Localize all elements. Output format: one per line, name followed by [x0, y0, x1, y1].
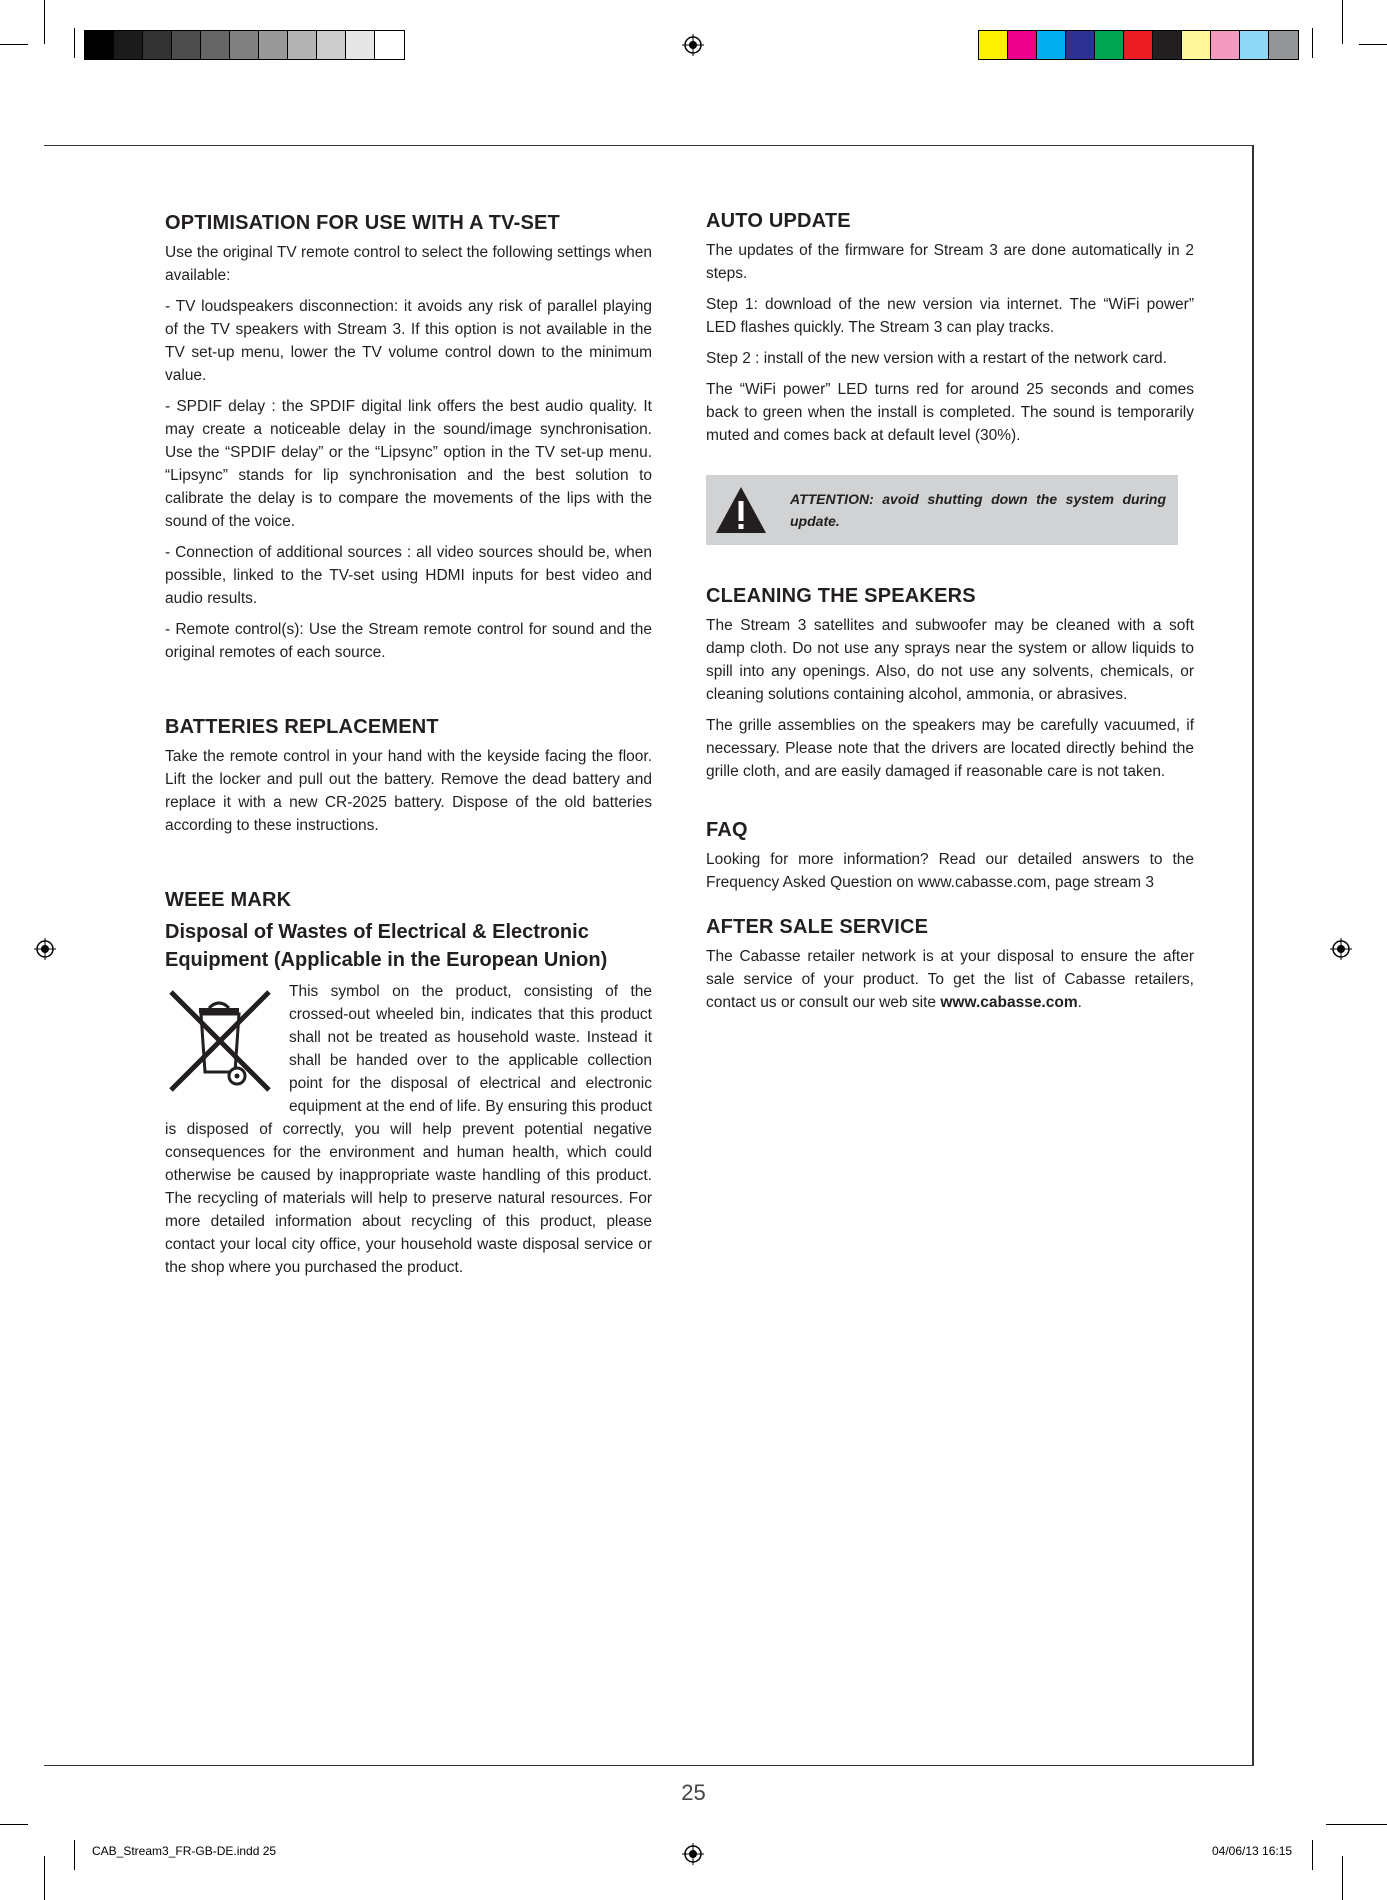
color-swatch	[1124, 31, 1153, 59]
color-swatch	[1037, 31, 1066, 59]
spacer	[706, 791, 1194, 819]
gray-color-bar	[84, 30, 405, 60]
paragraph: - Remote control(s): Use the Stream remote control for sound and the original remotes of each source.	[165, 621, 652, 661]
paragraph	[706, 945, 1194, 1014]
color-swatch	[1153, 31, 1182, 59]
crossed-out-bin-icon	[165, 986, 277, 1098]
section-heading: FAQ	[706, 819, 748, 841]
cleaning-section	[706, 585, 1194, 783]
section-heading: WEEE MARK	[165, 889, 292, 911]
crop-mark	[44, 1856, 45, 1900]
paragraph: Step 1: download of the new version via internet. The “WiFi power” LED flashes quickly. The Stream 3 can play tracks.	[706, 296, 1194, 336]
weee-body	[165, 980, 652, 1287]
slug-file: CAB_Stream3_FR-GB-DE.indd 25	[92, 1844, 277, 1858]
right-column	[706, 210, 1194, 1022]
after-sale-text: The Cabasse retailer network is at your disposal to ensure the after sale service of your product. To get the list of Cabasse retailers, contact us or consult our web site	[706, 948, 1194, 1011]
color-swatch	[1182, 31, 1211, 59]
spacer	[165, 672, 652, 716]
color-swatch	[979, 31, 1008, 59]
spacer	[706, 902, 1194, 916]
crop-mark	[1342, 1856, 1343, 1900]
crop-mark	[1312, 1840, 1313, 1870]
weee-section	[165, 889, 652, 1287]
section-heading: AFTER SALE SERVICE	[706, 916, 929, 938]
crop-mark	[0, 44, 28, 45]
color-swatch	[1269, 31, 1298, 59]
color-swatch	[346, 31, 375, 59]
paragraph: Looking for more information? Read our detailed answers to the Frequency Asked Question on www.cabasse.com, page stream 3	[706, 851, 1194, 891]
paragraph: The updates of the firmware for Stream 3 are done automatically in 2 steps.	[706, 242, 1194, 282]
section-subheading: Disposal of Wastes of Electrical & Electronic Equipment (Applicable in the European Union)	[165, 921, 608, 971]
crop-mark	[74, 1840, 75, 1870]
page-frame-right	[1252, 145, 1254, 1766]
paragraph: Use the original TV remote control to select the following settings when available:	[165, 244, 652, 284]
crop-mark	[44, 0, 45, 44]
crop-mark	[1312, 28, 1313, 58]
crop-mark	[1342, 0, 1343, 44]
registration-mark-icon	[34, 938, 56, 960]
tv-optimisation-section	[165, 212, 652, 664]
registration-mark-icon	[682, 34, 704, 56]
color-swatch	[114, 31, 143, 59]
paragraph: - SPDIF delay : the SPDIF digital link offers the best audio quality. It may create a noticeable delay in the sound/image synchronisation. Use the “SPDIF delay” or the “Lipsync” option in the TV set-up menu. “Lipsync” stands for lip synchronisation and the best solution to calibrate the delay is to compare the movements of the lips with the sound of the voice.	[165, 398, 652, 530]
color-swatch	[317, 31, 346, 59]
color-swatch	[1240, 31, 1269, 59]
left-column	[165, 212, 652, 1287]
page-number: 25	[681, 1780, 706, 1805]
after-sale-end: .	[1077, 994, 1082, 1011]
paragraph: The grille assemblies on the speakers may be carefully vacuumed, if necessary. Please note that the drivers are located directly behind the grille cloth, and are easily damaged if reasonable care is not taken.	[706, 717, 1194, 780]
cabasse-website-link[interactable]: www.cabasse.com	[940, 994, 1078, 1011]
crop-mark	[74, 28, 75, 58]
registration-mark-icon	[682, 1843, 704, 1865]
color-swatch	[201, 31, 230, 59]
registration-mark-icon	[1330, 938, 1352, 960]
section-heading: BATTERIES REPLACEMENT	[165, 716, 439, 738]
warning-icon	[714, 485, 768, 535]
paragraph: - Connection of additional sources : all video sources should be, when possible, linked to the TV-set using HDMI inputs for best video and audio results.	[165, 544, 652, 607]
after-sale-section	[706, 916, 1194, 1014]
color-swatch	[1211, 31, 1240, 59]
page-frame-bottom	[44, 1765, 1254, 1766]
spacer	[165, 845, 652, 889]
attention-text: ATTENTION: avoid shutting down the system during update.	[790, 491, 1166, 529]
paragraph: The “WiFi power” LED turns red for around 25 seconds and comes back to green when the install is completed. The sound is temporarily muted and comes back at default level (30%).	[706, 381, 1194, 444]
color-swatch	[375, 31, 404, 59]
crop-mark	[0, 1824, 28, 1825]
color-swatch	[230, 31, 259, 59]
auto-update-section	[706, 210, 1194, 545]
color-swatch	[259, 31, 288, 59]
slug-date: 04/06/13 16:15	[1212, 1844, 1293, 1858]
page-frame-top	[44, 145, 1253, 146]
crop-mark	[1326, 1824, 1387, 1825]
paragraph: The Stream 3 satellites and subwoofer may be cleaned with a soft damp cloth. Do not use any sprays near the system or allow liquids to spill into any openings. Also, do not use any solvents, chemicals, or cleaning solutions containing alcohol, ammonia, or abrasives.	[706, 617, 1194, 703]
color-swatch	[143, 31, 172, 59]
faq-section	[706, 819, 1194, 894]
crop-mark	[1359, 44, 1387, 45]
section-heading: OPTIMISATION FOR USE WITH A TV-SET	[165, 212, 560, 234]
batteries-section	[165, 716, 652, 837]
paragraph: This symbol on the product, consisting of the crossed-out wheeled bin, indicates that this product shall not be treated as household waste. Instead it shall be handed over to the applicable collection point for the disposal of electrical and electronic equipment at the end of life. By ensuring this product is disposed of correctly, you will help prevent potential negative consequences for the environment and human health, which could otherwise be caused by inappropriate waste handling of this product. The recycling of materials will help to preserve natural resources. For more detailed information about recycling of this product, please contact your local city office, your household waste disposal service or the shop where you purchased the product.	[165, 983, 652, 1276]
paragraph: Take the remote control in your hand with the keyside facing the floor. Lift the locker and pull out the battery. Remove the dead battery and replace it with a new CR-2025 battery. Dispose of the old batteries according to these instructions.	[165, 748, 652, 834]
color-swatch	[1095, 31, 1124, 59]
color-swatch	[1066, 31, 1095, 59]
color-swatch	[1008, 31, 1037, 59]
color-swatch	[172, 31, 201, 59]
process-color-bar	[978, 30, 1299, 60]
attention-box	[706, 475, 1178, 545]
section-heading: AUTO UPDATE	[706, 210, 851, 232]
color-swatch	[85, 31, 114, 59]
paragraph: Step 2 : install of the new version with a restart of the network card.	[706, 350, 1167, 367]
paragraph: - TV loudspeakers disconnection: it avoids any risk of parallel playing of the TV speakers with Stream 3. If this option is not available in the TV set-up menu, lower the TV volume control down to the minimum value.	[165, 298, 652, 384]
color-swatch	[288, 31, 317, 59]
section-heading: CLEANING THE SPEAKERS	[706, 585, 976, 607]
